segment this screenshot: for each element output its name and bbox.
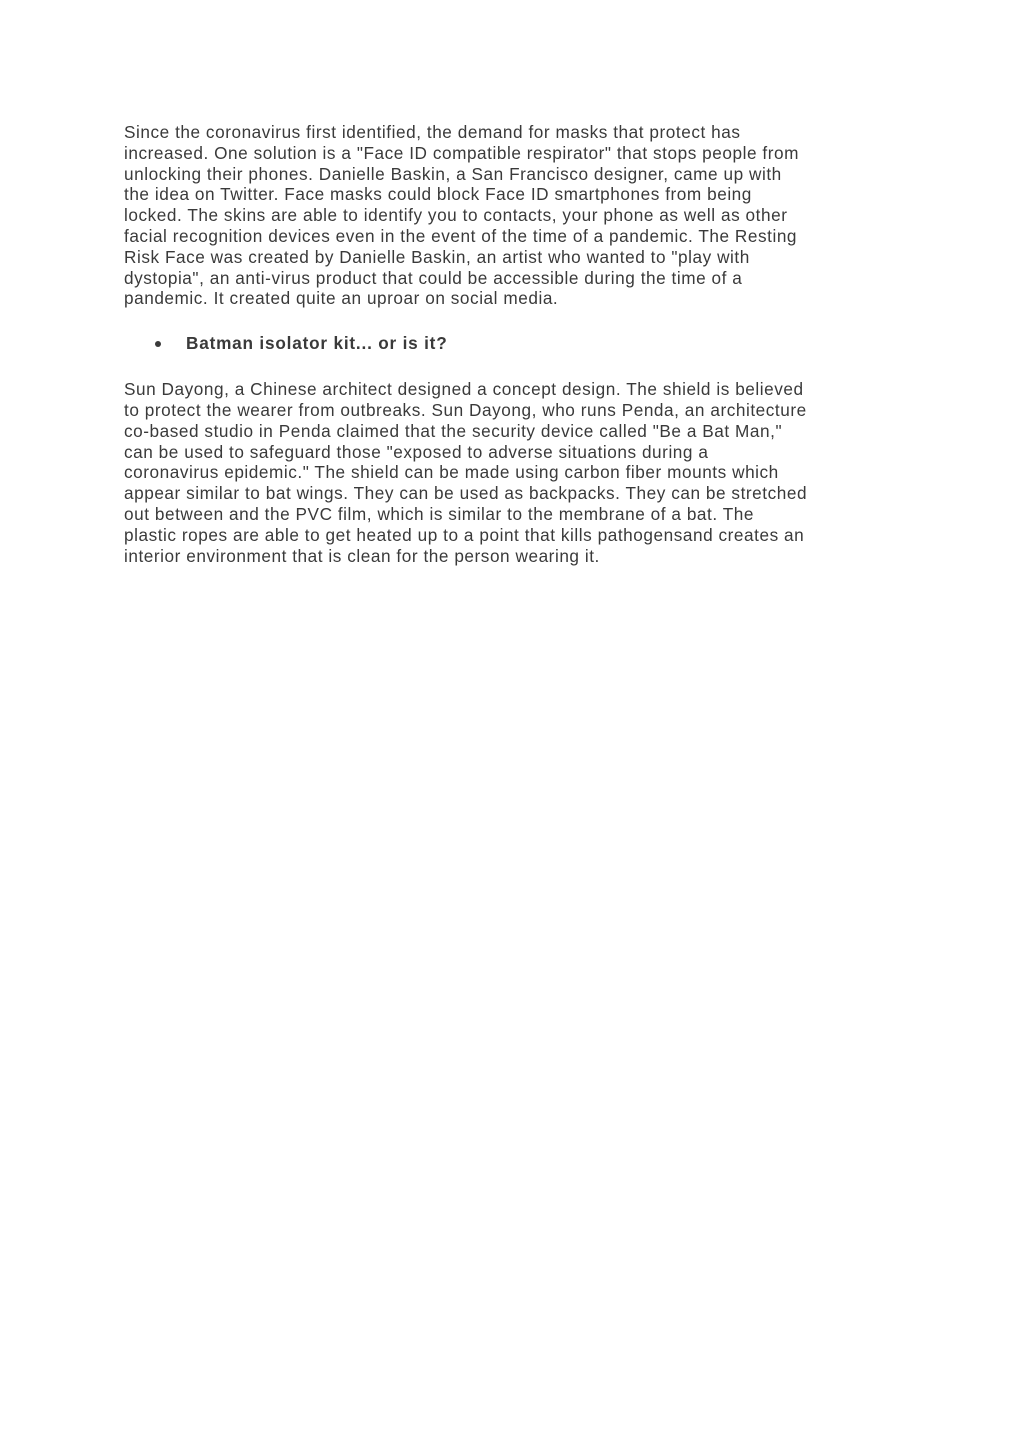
text-line: coronavirus epidemic." The shield can be made using carbon fiber mounts which [124,462,779,483]
text-line: out between and the PVC film, which is similar to the membrane of a bat. The [124,503,754,524]
text-line: Risk Face was created by Danielle Baskin, an artist who wanted to "play with [124,246,750,267]
bullet-list-item [124,333,914,355]
document-body [124,122,914,566]
text-line: plastic ropes are able to get heated up to a point that kills pathogensand creates an [124,524,805,545]
paragraph-batman-isolator [124,379,914,566]
text-line: locked. The skins are able to identify you to contacts, your phone as well as other [124,205,788,226]
text-line: appear similar to bat wings. They can be used as backpacks. They can be stretched [124,483,808,504]
bullet-heading: Batman isolator kit... or is it? [186,333,448,354]
text-line: the idea on Twitter. Face masks could block Face ID smartphones from being [124,184,752,205]
paragraph-face-id-masks [124,122,914,309]
text-line: Since the coronavirus first identified, the demand for masks that protect has [124,122,741,142]
text-line: to protect the wearer from outbreaks. Sun Dayong, who runs Penda, an architecture [124,399,807,420]
text-line: Sun Dayong, a Chinese architect designed a concept design. The shield is believed [124,379,804,400]
text-line: can be used to safeguard those "exposed to adverse situations during a [124,441,709,462]
text-line: dystopia", an anti-virus product that could be accessible during the time of a [124,267,743,288]
text-line: interior environment that is clean for the person wearing it. [124,545,600,566]
text-line: increased. One solution is a "Face ID compatible respirator" that stops people from [124,142,799,163]
text-line: facial recognition devices even in the event of the time of a pandemic. The Resting [124,225,798,246]
bullet-icon [155,341,161,347]
text-line: unlocking their phones. Danielle Baskin, a San Francisco designer, came up with [124,163,782,184]
text-line: co-based studio in Penda claimed that the security device called "Be a Bat Man," [124,420,783,441]
text-line: pandemic. It created quite an uproar on social media. [124,288,559,309]
